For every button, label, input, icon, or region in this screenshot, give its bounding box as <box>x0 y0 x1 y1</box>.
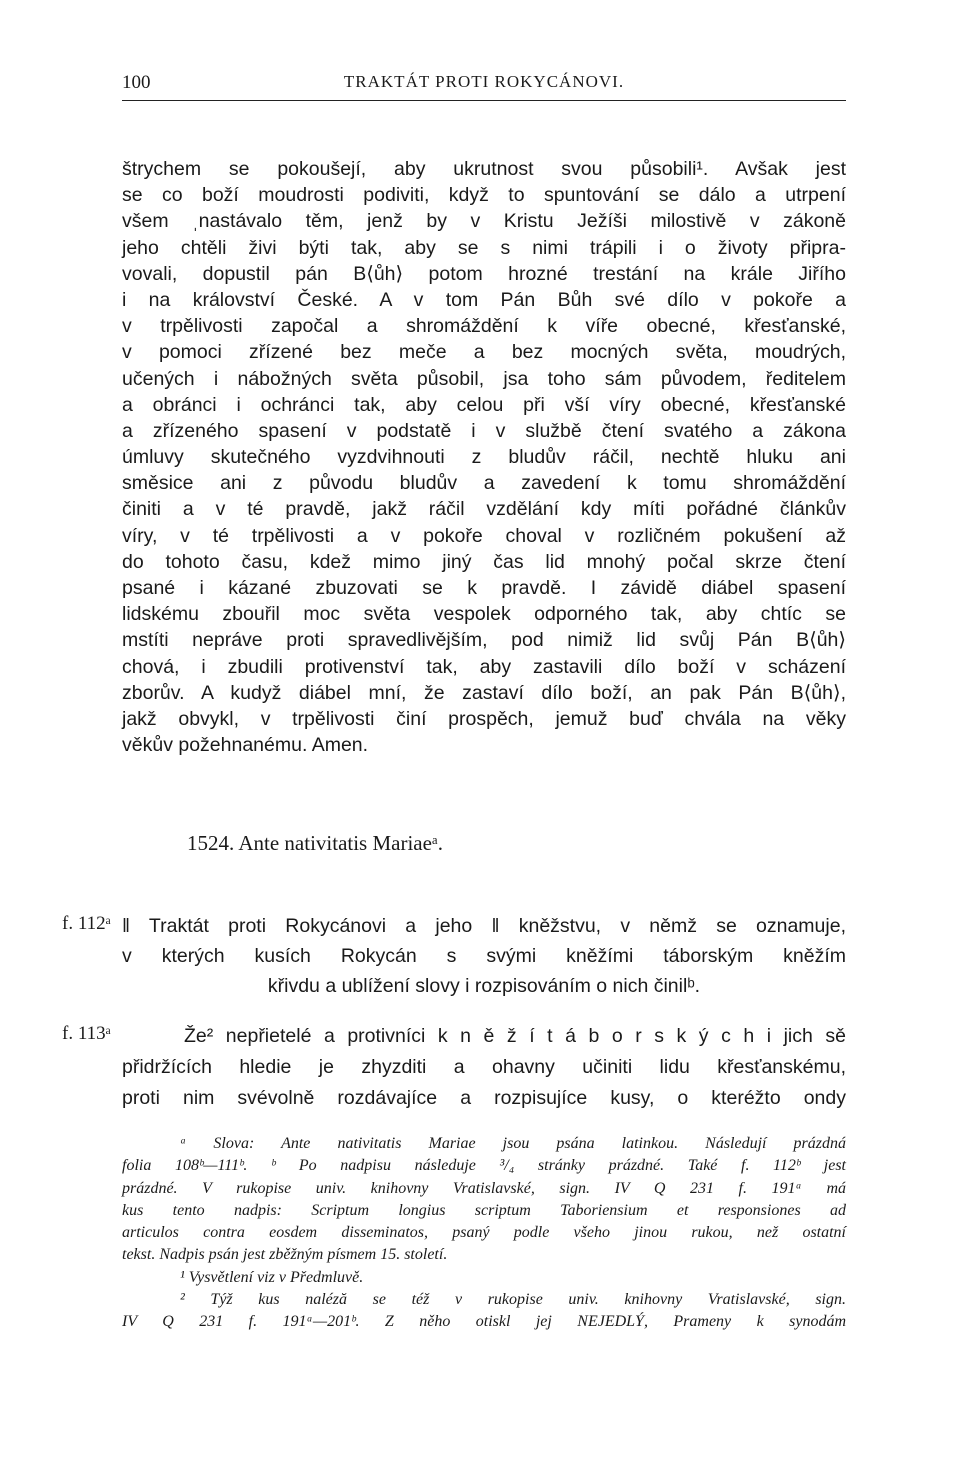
footnote-line: prázdné. V rukopise univ. knihovny Vratislavské, sign. IV Q 231 f. 191ᵃ má <box>122 1179 846 1197</box>
text-line: vovali, dopustil pán B⟨ůh⟩ potom hrozné trestání na krále Jiřího <box>122 262 846 285</box>
text-line: psané i kázané zbuzovati se k pravdě. I závidě diábel spasení <box>122 577 846 599</box>
text-line: i na království České. A v tom Pán Bůh své dílo v pokoře a <box>122 288 846 311</box>
text-line: jeho chtěli živi býti tak, aby se s nimi trápili i o životy připra- <box>122 236 846 259</box>
text-line: lidskému zbouřil moc světa vespolek odporného tak, aby chtíc se <box>122 603 846 626</box>
text-line: štrychem se pokoušejí, aby ukrutnost svou působili¹. Avšak jest <box>122 158 846 180</box>
footnote-line: tekst. Nadpis psán jest zběžným písmem 15. století. <box>122 1246 448 1264</box>
page-number: 100 <box>122 72 151 93</box>
text-line: a obránci i ochránci tak, aby celou při vší víry obecné, křesťanské <box>122 393 846 416</box>
dating-line: 1524. Ante nativitatis Mariaeᵃ. <box>187 831 443 855</box>
footnote-line: ¹ Vysvětlení viz v Předmluvě. <box>180 1268 364 1286</box>
text-line: úmluvy skutečného vyzdvihnouti z bludův ráčil, nechtě hluku ani <box>122 446 846 469</box>
text-line: jakž obvykl, v trpělivosti činí prospěch, jemuž buď chvála na věky <box>122 707 846 730</box>
running-title: TRAKTÁT PROTI ROKYCÁNOVI. <box>343 72 625 91</box>
footnote-line: articulos contra eosdem disseminatos, psaný podle všeho jinou rukou, než ostatní <box>122 1224 846 1242</box>
text-line: přidržících hledie je zhyzditi a ohavny učiniti lidu křesťanskému, <box>122 1056 846 1078</box>
text-line: mstíti nepráve proti spravedlivějším, pod nimiž lid svůj Pán B⟨ůh⟩ <box>122 629 846 652</box>
footnote-line: IV Q 231 f. 191ᵃ—201ᵇ. Z něho otiskl jej NEJEDLÝ, Prameny k synodám <box>122 1313 846 1331</box>
text-line: a zřízeného spasení v podstatě i v službě čtení svatého a zákona <box>122 419 846 442</box>
footnote-line: ᵃ Slova: Ante nativitatis Mariae jsou psána latinkou. Následují prázdná <box>180 1135 846 1152</box>
page-header <box>122 72 846 102</box>
text-line: všem ˌnastávalo těm, jenž by v Kristu Ježíši milostivě v zákoně <box>122 210 846 233</box>
footnotes <box>122 1133 846 1334</box>
footnote-line: kus tento nadpis: Scriptum longius scriptum Taboriensium et responsiones ad <box>122 1201 846 1219</box>
text-line: proti nim svévolně rozdávajíce a rozpisujíce kusy, o kteréžto ondy <box>122 1087 846 1109</box>
text-line: v trpělivosti započal a shromáždění k víře obecné, křesťanské, <box>122 315 846 338</box>
footnote-line: ² Týž kus naléză se též v rukopise univ. knihovny Vratislavské, sign. <box>180 1291 846 1309</box>
text-line: směsice ani z původu bludův a zavedení k tomu shromáždění <box>122 472 846 495</box>
text-line: chová, i zbudili protivenství tak, aby zastavili dílo boží v scházení <box>122 655 846 678</box>
text-line: Že² nepřietelé a protivníci k n ě ž í t á b o r s k ý c h i jich sě <box>184 1025 846 1047</box>
text-line: činiti a v té pravdě, jakž ráčil vzdělání kdy míti pořádné článkův <box>122 498 846 521</box>
footnote-line: folia 108ᵇ—111ᵇ. ᵇ Po nadpisu následuje ³/₄ stránky prázdné. Také f. 112ᵇ jest <box>122 1157 846 1175</box>
text-line: do tohoto času, kdež mimo jiný čas lid mnohý počal skrze čtení <box>122 550 846 573</box>
text-line: víry, v té trpělivosti a v pokoře choval v rozličném pokušení až <box>122 524 846 547</box>
text-line: věkův požehnanému. Amen. <box>122 734 369 757</box>
main-text <box>122 156 846 758</box>
text-line: zborův. A kudyž diábel mní, že zastaví dílo boží, an pak Pán B⟨ůh⟩, <box>122 681 846 704</box>
heading-line: ‖ Traktát proti Rokycánovi a jeho ‖ kněžstvu, v němž se oznamuje, <box>122 915 846 937</box>
folio-marker: f. 112ᵃ <box>62 913 111 934</box>
text-line: učených i nábožných světa působil, jsa toho sám původem, ředitelem <box>122 367 846 390</box>
heading-line: křivdu a ublížení slovy i rozpisováním o nich činilᵇ. <box>267 975 701 997</box>
text-line: se co boží moudrosti podiviti, když to spuntování se dálo a utrpení <box>122 184 846 207</box>
header-rule <box>122 100 846 101</box>
heading-line: v kterých kusích Rokycán s svými kněžími táborským kněžím <box>122 945 846 967</box>
text-line: v pomoci zřízené bez meče a bez mocných světa, moudrých, <box>122 341 846 364</box>
folio-marker: f. 113ᵃ <box>62 1023 111 1044</box>
